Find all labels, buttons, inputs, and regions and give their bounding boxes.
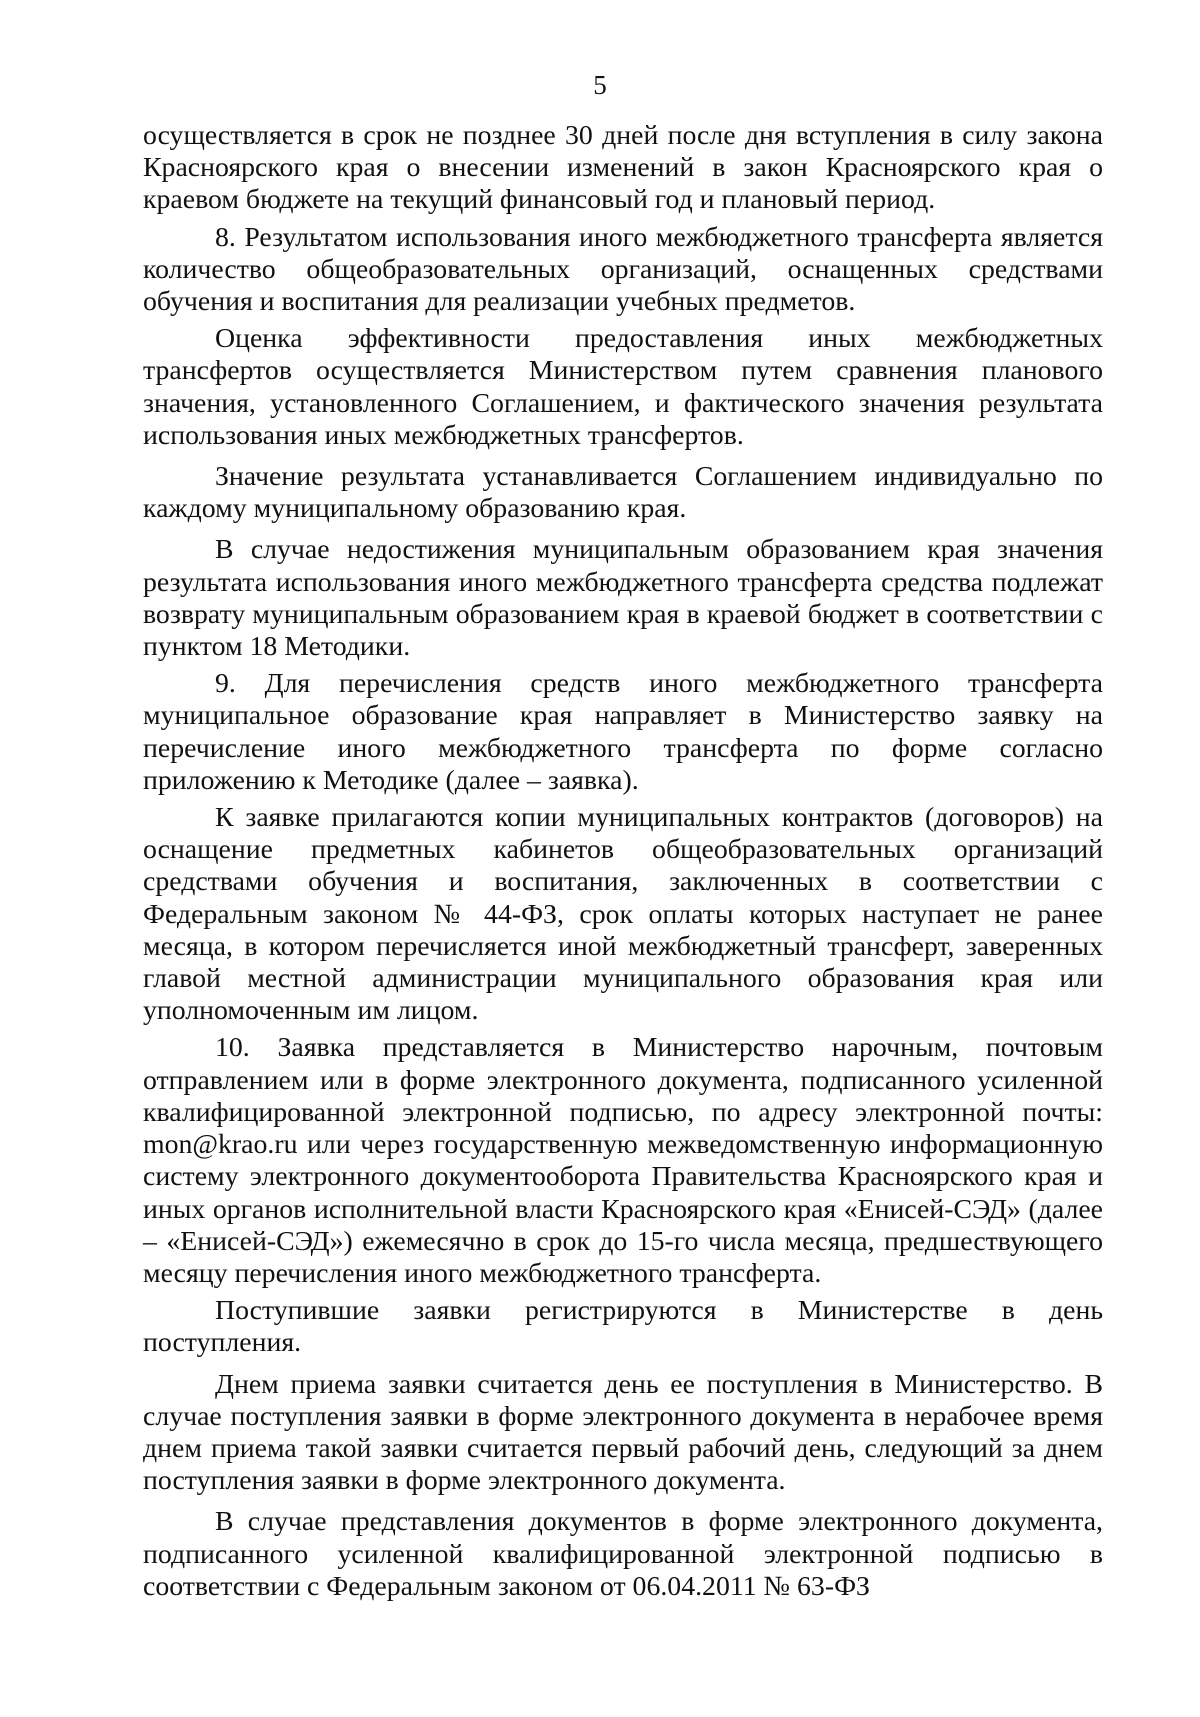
paragraph-attachments: К заявке прилагаются копии муниципальных контрактов (договоров) на оснащение предметных кабинетов общеобразовательных организаций средствами обучения и воспитания, заключенных в соответствии с Федеральным законом № 44-ФЗ, срок оплаты которых наступает не ранее месяца, в котором перечисляется иной межбюджетный трансферт, заверенных главой местной администрации муниципального образования края или уполномоченным им лицом. <box>143 802 1103 1027</box>
paragraph-efficiency-assessment: Оценка эффективности предоставления иных межбюджетных трансфертов осуществляется Министерством путем сравнения планового значения, установленного Соглашением, и фактического значения результата использования иных межбюджетных трансфертов. <box>143 323 1103 451</box>
paragraph-result-value: Значение результата устанавливается Соглашением индивидуально по каждому муниципальному образованию края. <box>143 461 1103 525</box>
paragraph-acceptance-day: Днем приема заявки считается день ее поступления в Министерство. В случае поступления заявки в форме электронного документа в нерабочее время днем приема такой заявки считается первый рабочий день, следующий за днем поступления заявки в форме электронного документа. <box>143 1368 1103 1497</box>
paragraph-item-10: 10. Заявка представляется в Министерство нарочным, почтовым отправлением или в форме электронного документа, подписанного усиленной квалифицированной электронной подписью, по адресу электронной почты: mon@krao.ru или через государственную межведомственную информационную систему электронного документооборота Правительства Красноярского края и иных органов исполнительной власти Красноярского края «Енисей-СЭД» (далее – «Енисей-СЭД») ежемесячно в срок до 15-го числа месяца, предшествующего месяцу перечисления иного межбюджетного трансферта. <box>143 1032 1103 1289</box>
paragraph-item-8: 8. Результатом использования иного межбюджетного трансферта является количество общеобразовательных организаций, оснащенных средствами обучения и воспитания для реализации учебных предметов. <box>143 221 1103 318</box>
paragraph-continuation: осуществляется в срок не позднее 30 дней после дня вступления в силу закона Красноярского края о внесении изменений в закон Красноярского края о краевом бюджете на текущий финансовый год и плановый период. <box>143 120 1103 216</box>
document-body <box>143 120 1103 1603</box>
page-number: 5 <box>593 70 607 100</box>
paragraph-non-achievement: В случае недостижения муниципальным образованием края значения результата использования иного межбюджетного трансферта средства подлежат возврату муниципальным образованием края в краевой бюджет в соответствии с пунктом 18 Методики. <box>143 534 1103 663</box>
paragraph-item-9: 9. Для перечисления средств иного межбюджетного трансферта муниципальное образование края направляет в Министерство заявку на перечисление иного межбюджетного трансферта по форме согласно приложению к Методике (далее – заявка). <box>143 668 1103 796</box>
paragraph-registration: Поступившие заявки регистрируются в Министерстве в день поступления. <box>143 1295 1103 1359</box>
paragraph-electronic-documents: В случае представления документов в форме электронного документа, подписанного усиленной квалифицированной электронной подписью в соответствии с Федеральным законом от 06.04.2011 № 63-ФЗ <box>143 1506 1103 1602</box>
